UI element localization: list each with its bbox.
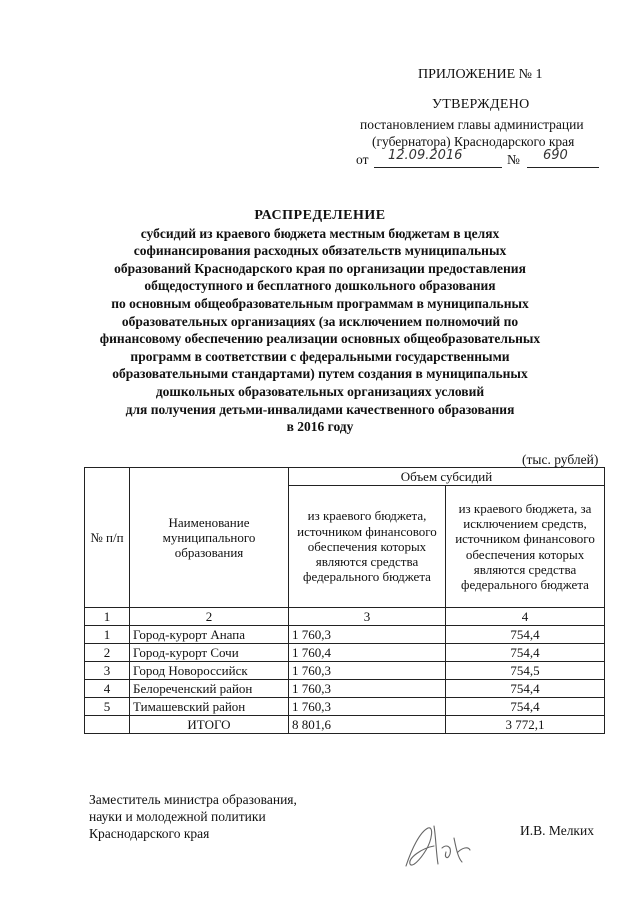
title-line: софинансирования расходных обязательств муниципальных: [133, 243, 507, 259]
title-line: образовательными стандартами) путем создания в муниципальных: [112, 366, 528, 382]
total-empty-cell: [85, 716, 130, 734]
number-prefix: №: [507, 152, 520, 167]
subsidy-table: [84, 467, 605, 734]
table-row: [85, 698, 605, 716]
table-row: [85, 680, 605, 698]
column-index: 4: [446, 608, 605, 626]
number-value: 690: [543, 148, 568, 163]
signatory-line-2: науки и молодежной политики: [89, 809, 266, 824]
row-municipality: Город-курорт Анапа: [130, 626, 289, 644]
appendix-label: ПРИЛОЖЕНИЕ № 1: [418, 67, 543, 82]
row-excl-value: 754,4: [446, 680, 605, 698]
document-title: [60, 207, 580, 436]
row-number: 3: [85, 662, 130, 680]
row-number: 4: [85, 680, 130, 698]
total-row: [85, 716, 605, 734]
signatory-line-3: Краснодарского края: [89, 826, 210, 841]
title-line: программ в соответствии с федеральными государственными: [130, 348, 510, 364]
date-prefix: от: [356, 152, 369, 167]
date-underline: [374, 167, 502, 168]
row-federal-value: 1 760,3: [289, 698, 446, 716]
column-index: 3: [289, 608, 446, 626]
row-number: 5: [85, 698, 130, 716]
decree-line-2: (губернатора) Краснодарского края: [372, 134, 575, 149]
header-federal-source: из краевого бюджета, источником финансового обеспечения которых являются средства федерального бюджета: [289, 486, 446, 608]
row-municipality: Город Новороссийск: [130, 662, 289, 680]
row-number: 1: [85, 626, 130, 644]
row-municipality: Тимашевский район: [130, 698, 289, 716]
signatory-name: И.В. Мелких: [520, 823, 594, 838]
decree-line-1: постановлением главы администрации: [360, 117, 584, 132]
table-row: [85, 626, 605, 644]
row-excl-value: 754,4: [446, 626, 605, 644]
total-excl-value: 3 772,1: [446, 716, 605, 734]
title-line: образований Краснодарского края по организации предоставления: [114, 260, 526, 276]
row-federal-value: 1 760,4: [289, 644, 446, 662]
row-federal-value: 1 760,3: [289, 626, 446, 644]
row-municipality: Город-курорт Сочи: [130, 644, 289, 662]
row-excl-value: 754,4: [446, 644, 605, 662]
header-number: № п/п: [85, 468, 130, 608]
title-line: дошкольных образовательных организациях условий: [155, 383, 485, 399]
row-federal-value: 1 760,3: [289, 680, 446, 698]
signatory-position: [89, 791, 297, 842]
column-index: 1: [85, 608, 130, 626]
title-line: финансовому обеспечению реализации основных общеобразовательных: [99, 331, 541, 347]
column-index: 2: [130, 608, 289, 626]
approved-label: УТВЕРЖДЕНО: [432, 97, 530, 112]
row-municipality: Белореченский район: [130, 680, 289, 698]
handwritten-signature: [398, 818, 478, 878]
title-heading: РАСПРЕДЕЛЕНИЕ: [254, 208, 386, 223]
table-row: [85, 644, 605, 662]
title-line: общедоступного и бесплатного дошкольного образования: [144, 278, 496, 294]
header-municipality: Наименование муниципального образования: [130, 468, 289, 608]
row-excl-value: 754,5: [446, 662, 605, 680]
number-underline: [527, 167, 599, 168]
title-line: по основным общеобразовательным программам в муниципальных: [111, 295, 529, 311]
title-line: для получения детьми-инвалидами качественного образования: [125, 401, 515, 417]
units-label: (тыс. рублей): [522, 452, 599, 467]
total-federal-value: 8 801,6: [289, 716, 446, 734]
decree-date-line: [356, 152, 368, 168]
signatory-line-1: Заместитель министра образования,: [89, 792, 297, 807]
row-excl-value: 754,4: [446, 698, 605, 716]
total-label: ИТОГО: [130, 716, 289, 734]
title-line: субсидий из краевого бюджета местным бюджетам в целях: [140, 225, 500, 241]
row-federal-value: 1 760,3: [289, 662, 446, 680]
table-row: [85, 662, 605, 680]
title-line: в 2016 году: [286, 419, 354, 435]
header-subsidy-volume: Объем субсидий: [289, 468, 605, 486]
date-value: 12.09.2016: [388, 148, 463, 163]
title-line: образовательных организациях (за исключением полномочий по: [121, 313, 519, 329]
row-number: 2: [85, 644, 130, 662]
header-excluding-federal: из краевого бюджета, за исключением средств, источником финансового обеспечения которых являются средства федерального бюджета: [446, 486, 605, 608]
